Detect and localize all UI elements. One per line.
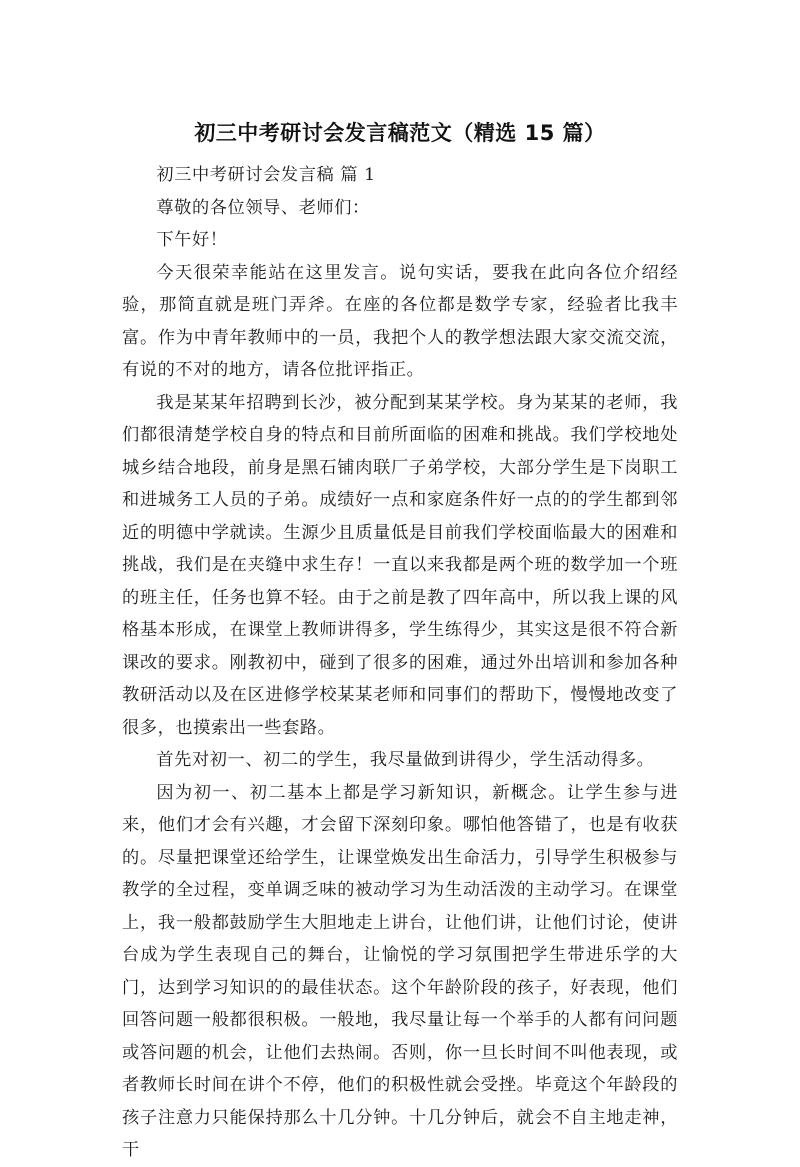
paragraph-explanation: 因为初一、初二基本上都是学习新知识，新概念。让学生参与进来，他们才会有兴趣，才会留下深刻印象。哪怕他答错了，也是有收获的。尽量把课堂还给学生，让课堂焕发出生命活力，引导学生积极参与教学的全过程，变单调乏味的被动学习为生动活泼的主动学习。在课堂上，我一般都鼓励学生大胆地走上讲台，让他们讲，让他们讨论，使讲台成为学生表现自己的舞台，让愉悦的学习氛围把学生带进乐学的大门，达到学习知识的的最佳状态。这个年龄阶段的孩子，好表现，他们回答问题一般都很积极。一般地，我尽量让每一个举手的人都有问问题或答问题的机会，让他们去热闹。否则，你一旦长时间不叫他表现，或者教师长时间在讲个不停，他们的积极性就会受挫。毕竟这个年龄段的孩子注意力只能保持那么十几分钟。十几分钟后，就会不自主地走神，干 — [122, 782, 678, 1160]
paragraph-introduction: 今天很荣幸能站在这里发言。说句实话，要我在此向各位介绍经验，那简直就是班门弄斧。在座的各位都是数学专家，经验者比我丰富。作为中青年教师中的一员，我把个人的教学想法跟大家交流交流，有说的不对的地方，请各位批评指正。 — [122, 262, 678, 380]
document-title: 初三中考研讨会发言稿范文（精选 15 篇） — [194, 121, 606, 145]
paragraph-greeting: 下午好！ — [156, 230, 228, 250]
paragraph-first-point: 首先对初一、初二的学生，我尽量做到讲得少，学生活动得多。 — [156, 750, 655, 770]
paragraph-background: 我是某某年招聘到长沙，被分配到某某学校。身为某某的老师，我们都很清楚学校自身的特点和目前所面临的困难和挑战。我们学校地处城乡结合地段，前身是黑石铺肉联厂子弟学校，大部分学生是下岗职工和进城务工人员的子弟。成绩好一点和家庭条件好一点的的学生都到邻近的明德中学就读。生源少且质量低是目前我们学校面临最大的困难和挑战，我们是在夹缝中求生存！一直以来我都是两个班的数学加一个班的班主任，任务也算不轻。由于之前是教了四年高中，所以我上课的风格基本形成，在课堂上教师讲得多，学生练得少，其实这是很不符合新课改的要求。刚教初中，碰到了很多的困难，通过外出培训和参加各种教研活动以及在区进修学校某某老师和同事们的帮助下，慢慢地改变了很多，也摸索出一些套路。 — [122, 392, 678, 738]
paragraph-section-heading: 初三中考研讨会发言稿 篇 1 — [156, 165, 376, 185]
document-body — [122, 159, 678, 1167]
paragraph-salutation: 尊敬的各位领导、老师们： — [156, 197, 370, 218]
